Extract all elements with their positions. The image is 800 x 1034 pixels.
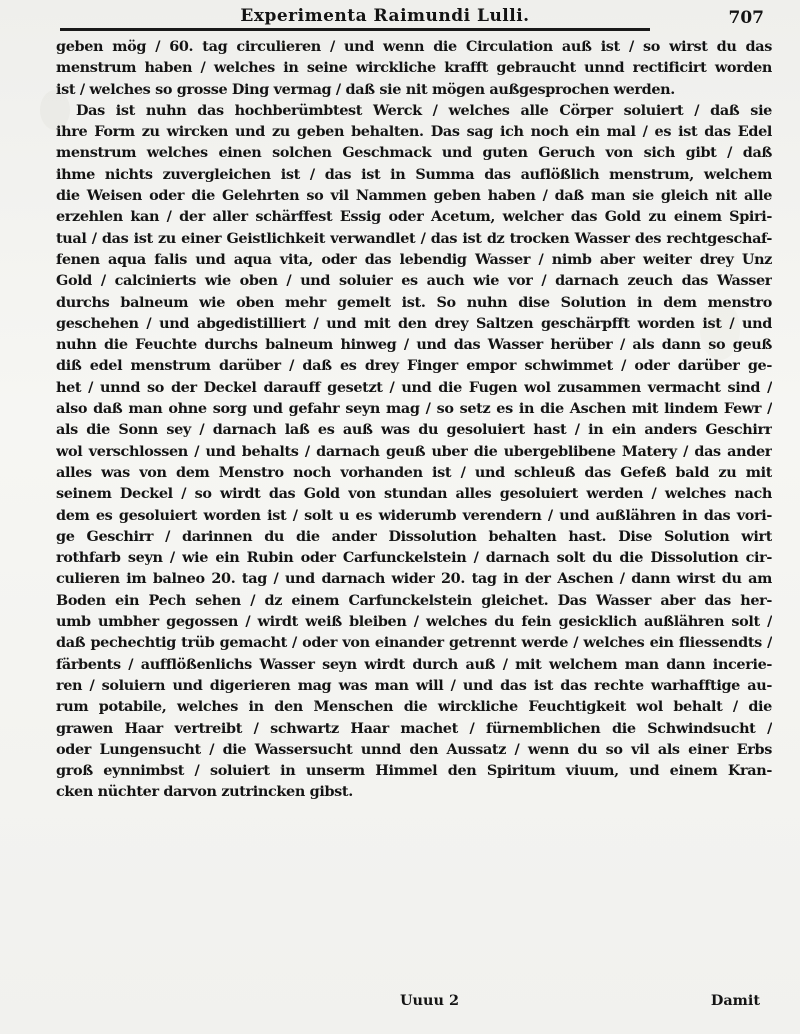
- text-line: also daß man ohne sorg und gefahr seyn mag / so setz es in die Aschen mit lindem Fewr /: [56, 400, 772, 418]
- body-text: [56, 36, 772, 803]
- text-line: cken nüchter darvon zutrincken gibst.: [56, 783, 353, 801]
- text-line: ihme nichts zuvergleichen ist / das ist in Summa das auflößlich menstrum, welchem: [56, 165, 772, 183]
- text-line: Das ist nuhn das hochberümbtest Werck / welches alle Cörper soluiert / daß sie: [76, 101, 772, 119]
- text-line: nuhn die Feuchte durchs balneum hinweg / und das Wasser herüber / als dann so geuß: [56, 336, 772, 354]
- text-line: ist / welches so grosse Ding vermag / daß sie nit mögen außgesprochen werden.: [56, 80, 675, 98]
- text-line: als die Sonn sey / darnach laß es auß was du gesoluiert hast / in ein anders Geschirr: [56, 421, 772, 439]
- text-line: menstrum welches einen solchen Geschmack und guten Geruch von sich gibt / daß: [56, 144, 772, 162]
- text-line: färbents / aufflößenlichs Wasser seyn wirdt durch auß / mit welchem man dann incerie-: [56, 655, 772, 673]
- text-line: seinem Deckel / so wirdt das Gold von stundan alles gesoluiert werden / welches nach: [56, 485, 772, 503]
- text-line: durchs balneum wie oben mehr gemelt ist. So nuhn dise Solution in dem menstro: [56, 293, 772, 311]
- text-line: oder Lungensucht / die Wassersucht unnd den Aussatz / wenn du so vil als einer Erbs: [56, 740, 772, 758]
- text-line: rum potabile, welches in den Menschen die wirckliche Feuchtigkeit wol behalt / die: [56, 698, 772, 716]
- text-line: grawen Haar vertreibt / schwartz Haar machet / fürnemblichen die Schwindsucht /: [56, 719, 772, 737]
- text-line: dem es gesoluiert worden ist / solt u es widerumb verendern / und außlähren in das vori-: [56, 506, 772, 524]
- running-title: Experimenta Raimundi Lulli.: [240, 6, 530, 26]
- text-line: het / unnd so der Deckel darauff gesetzt / und die Fugen wol zusammen vermacht sind /: [56, 378, 772, 396]
- text-line: daß pechechtig trüb gemacht / oder von einander getrennt werde / welches ein fliessendts /: [56, 634, 772, 652]
- text-line: alles was von dem Menstro noch vorhanden ist / und schleuß das Gefeß bald zu mit: [56, 463, 772, 481]
- text-line: geschehen / und abgedistilliert / und mit den drey Saltzen geschärpfft worden ist / und: [56, 314, 772, 332]
- text-line: diß edel menstrum darüber / daß es drey Finger empor schwimmet / oder darüber ge-: [56, 357, 772, 375]
- text-line: ren / soluiern und digerieren mag was man will / und das ist das rechte warhafftige au-: [56, 676, 772, 694]
- text-line: rothfarb seyn / wie ein Rubin oder Carfunckelstein / darnach solt du die Dissolution cir-: [56, 549, 772, 567]
- text-line: erzehlen kan / der aller schärffest Essig oder Acetum, welcher das Gold zu einem Spiri-: [56, 208, 772, 226]
- text-line: geben mög / 60. tag circulieren / und wenn die Circulation auß ist / so wirst du das: [56, 38, 772, 55]
- text-line: Boden ein Pech sehen / dz einem Carfunckelstein gleichet. Das Wasser aber das her-: [56, 591, 772, 609]
- text-line: umb umbher gegossen / wirdt weiß bleiben / welches du fein gesicklich außlähren solt /: [56, 613, 772, 631]
- text-line: wol verschlossen / und behalts / darnach geuß uber die ubergeblibene Matery / das ander: [56, 442, 772, 460]
- header-rule: [60, 28, 650, 31]
- text-line: ihre Form zu wircken und zu geben behalten. Das sag ich noch ein mal / es ist das Edel: [56, 123, 772, 141]
- text-line: culieren im balneo 20. tag / und darnach wider 20. tag in der Aschen / dann wirst du am: [56, 570, 772, 588]
- text-line: menstrum haben / welches in seine wirckliche krafft gebraucht unnd rectificirt worden: [56, 59, 772, 77]
- text-line: ge Geschirr / darinnen du die ander Dissolution behalten hast. Dise Solution wirt: [56, 527, 772, 545]
- text-line: fenen aqua falis und aqua vita, oder das lebendig Wasser / nimb aber weiter drey Unz: [56, 250, 772, 268]
- signature-mark: Uuuu 2: [400, 992, 459, 1009]
- catchword: Damit: [710, 992, 760, 1009]
- page-number: 707: [728, 8, 764, 28]
- text-line: tual / das ist zu einer Geistlichkeit verwandlet / das ist dz trocken Wasser des rechtgeschaf-: [56, 229, 772, 247]
- text-line: die Weisen oder die Gelehrten so vil Nammen geben haben / daß man sie gleich nit alle: [56, 187, 772, 205]
- page-footer: [400, 992, 760, 1012]
- text-line: Gold / calcinierts wie oben / und soluier es auch wie vor / darnach zeuch das Wasser: [56, 272, 772, 290]
- text-line: groß eynnimbst / soluiert in unserm Himmel den Spiritum viuum, und einem Kran-: [56, 762, 772, 780]
